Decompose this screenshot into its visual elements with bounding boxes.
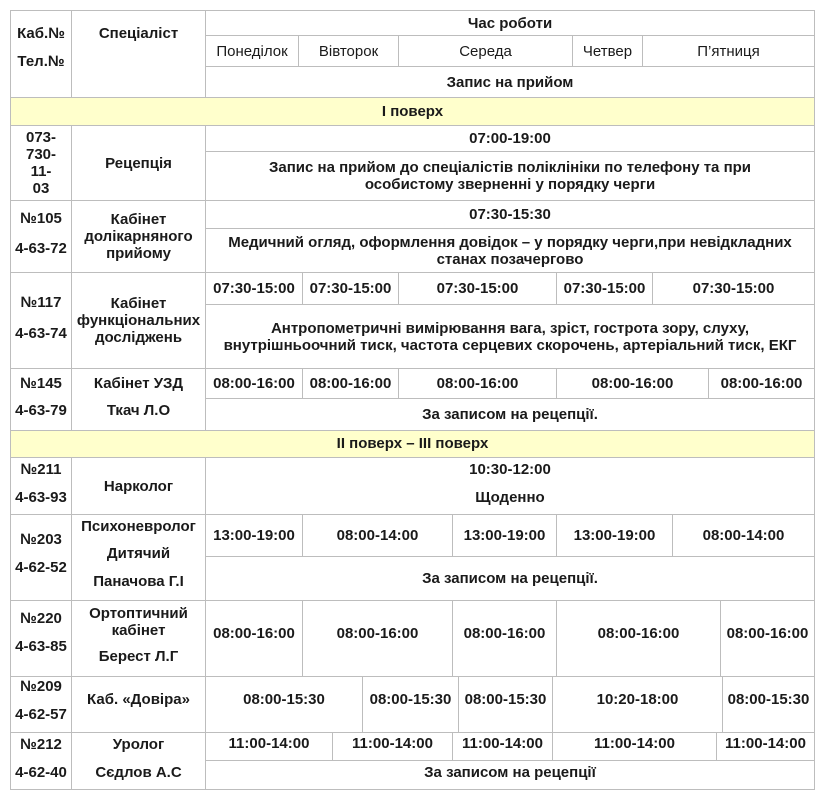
room-cell: №211 [20,460,62,478]
specialist-cell-reception: Рецепція [105,154,172,172]
hours-cell-friday: 08:00-15:30 [727,691,810,708]
hours-cell: 10:30-12:00 [469,460,551,478]
floor-title-2: II поверх – III поверх [336,435,489,452]
doctor-name-cell: Паначова Г.І [93,572,184,590]
note-cell: Медичний огляд, оформлення довідок – у порядку черги,при невідкладних станах позачергово [228,233,792,268]
hours-cell-friday: 11:00-14:00 [725,734,806,752]
hours-cell: 07:30-15:30 [469,206,551,223]
hours-cell-wednesday: 13:00-19:00 [463,527,546,544]
note-cell: За записом на рецепції [424,763,596,781]
phone-cell: 4-63-93 [15,488,67,506]
hours-cell-monday: 08:00-16:00 [213,624,295,642]
hours-cell-thursday: 08:00-16:00 [591,375,674,392]
specialist-cell: Кабінет долікарняного прийому [84,211,193,262]
hours-column-header: Час роботи [467,14,553,32]
grid-line [814,10,815,790]
phone-cell: 4-63-85 [15,637,67,655]
hours-cell-thursday: 08:00-16:00 [597,624,680,642]
room-cell-reception: 073-730-11-03 [25,129,57,197]
doctor-name-cell: Берест Л.Г [98,647,179,665]
room-cell: №117 [20,293,62,311]
specialist-cell: Психоневролог [81,517,196,535]
phone-column-header: Тел.№ [17,52,65,70]
hours-cell-tuesday: 07:30-15:00 [309,280,392,297]
appointment-header: Запис на прийом [446,73,574,91]
note-cell: Антропометричні вимірювання вага, зріст, гострота зору, слуху, внутрішньоочний тиск, частота серцевих скорочень, артеріальний тиск, ЕКГ [223,319,797,354]
specialist-subtitle-cell: Дитячий [106,544,171,562]
note-cell: За записом на рецепції. [422,570,598,587]
hours-cell-friday: 08:00-14:00 [702,527,785,544]
specialist-cell: Нарколог [103,477,174,495]
specialist-column-header: Спеціаліст [98,24,179,42]
hours-cell-thursday: 11:00-14:00 [594,734,675,752]
hours-cell-monday: 11:00-14:00 [228,734,310,752]
phone-cell: 4-62-57 [15,705,67,723]
room-cell: №203 [20,530,62,548]
floor-title-1: I поверх [381,102,444,120]
note-cell: Запис на прийом до спеціалістів поліклініки по телефону та при особистому зверненні у порядку черги [268,159,752,193]
specialist-cell: Кабінет функціональних досліджень [76,295,201,346]
specialist-cell: Уролог [112,735,165,753]
hours-cell-tuesday: 08:00-15:30 [369,691,452,708]
hours-cell-monday: 08:00-15:30 [243,691,325,708]
note-cell: За записом на рецепції. [422,406,598,423]
hours-cell-monday: 13:00-19:00 [213,527,295,544]
phone-cell: 4-62-40 [15,763,67,781]
room-cell: №145 [20,374,62,392]
room-cell: №209 [20,677,62,695]
note-cell: Щоденно [475,488,545,506]
hours-cell-wednesday: 11:00-14:00 [462,734,543,752]
hours-cell-wednesday: 07:30-15:00 [436,280,519,297]
hours-cell: 07:00-19:00 [469,130,551,147]
day-header-friday: П’ятниця [697,42,760,60]
hours-cell-tuesday: 11:00-14:00 [352,734,433,752]
hours-cell-thursday: 10:20-18:00 [596,691,679,708]
hours-cell-thursday: 07:30-15:00 [563,280,646,297]
day-header-wednesday: Середа [459,42,512,60]
phone-cell: 4-63-72 [15,239,67,257]
room-cell: №212 [20,735,62,753]
hours-cell-monday: 08:00-16:00 [213,375,295,392]
hours-cell-friday: 07:30-15:00 [692,280,775,297]
room-column-header: Каб.№ [17,24,65,42]
doctor-name-cell: Ткач Л.О [106,401,171,419]
day-header-monday: Понеділок [216,42,288,60]
specialist-cell: Каб. «Довіра» [87,691,190,708]
hours-cell-friday: 08:00-16:00 [726,624,809,642]
hours-cell-monday: 07:30-15:00 [213,280,295,297]
hours-cell-tuesday: 08:00-14:00 [336,527,419,544]
room-cell: №220 [20,609,62,627]
phone-cell: 4-62-52 [15,558,67,576]
specialist-cell: Ортоптичний кабінет [89,605,188,639]
day-header-tuesday: Вівторок [318,42,379,60]
hours-cell-wednesday: 08:00-16:00 [463,624,546,642]
hours-cell-thursday: 13:00-19:00 [573,527,656,544]
hours-cell-tuesday: 08:00-16:00 [336,624,419,642]
day-header-thursday: Четвер [582,42,633,60]
specialist-cell: Кабінет УЗД [93,374,184,392]
doctor-name-cell: Сєдлов А.С [95,763,182,781]
hours-cell-wednesday: 08:00-15:30 [464,691,547,708]
room-cell: №105 [20,209,62,227]
hours-cell-wednesday: 08:00-16:00 [436,375,519,392]
phone-cell: 4-63-79 [15,401,67,419]
hours-cell-friday: 08:00-16:00 [720,375,803,392]
hours-cell-tuesday: 08:00-16:00 [309,375,392,392]
phone-cell: 4-63-74 [15,324,67,342]
